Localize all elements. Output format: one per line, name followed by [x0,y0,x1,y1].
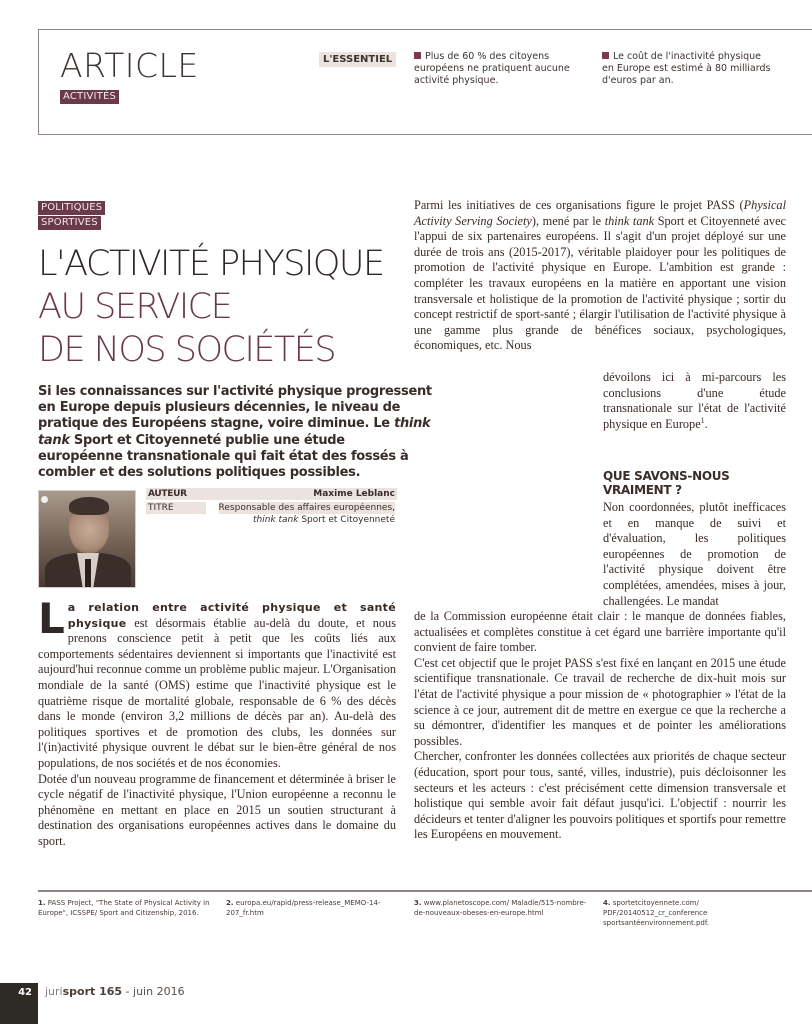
author-title-rest: Sport et Citoyenneté [298,515,395,525]
essentiel-bullet-2 [602,51,772,87]
savons-paragraph-3: Chercher, confronter les données collectées aux priorités de chaque secteur (éducation, sport pour tous, santé, villes, industrie), puis décloisonner les secteurs et les acteurs : c'est précisément cette dimension transversale et holistique qui semble avoir fait défaut jusqu'ici. L'objectif : nourrir les décideurs et tenter d'aligner les pouvoirs politiques et sportifs pour remettre les Européens en mouvement. [414,749,786,842]
footnote-divider [38,890,812,892]
intro-italic-think-tank: think tank [604,213,655,228]
author-title-italic: think tank [253,515,299,525]
author-title-row [146,502,397,526]
section-tag-activites: ACTIVITÉS [60,90,119,104]
body-text-1: est désormais établie au-delà du doute, et nous prenons conscience petit à petit que les coûts liés aux comportements sédentaires deviennent si importants que l'inactivité est aujourd'hui reconnue comme un problème public majeur. L'Organisation mondiale de la santé (OMS) estime que l'inactivité physique est le quatrième risque de mortalité globale, responsable de 6 % des décès dans le monde (environ 3,2 millions de décès par an). Au-delà des politiques sportives et de promotion des clubs, les données sur l'(in)activité physique ouvrent le débat sur le bien-être général de nos populations, de nos sociétés et de nos économies. [38,615,396,770]
footnote-number: 4. [603,899,611,907]
intro-italic-pass: Physical Activity Serving Society [414,198,786,228]
body-paragraph-1 [38,594,396,772]
author-title-label: TITRE [146,502,206,514]
photo-marker-dot [41,496,48,503]
savons-paragraph-2: C'est cet objectif que le projet PASS s'est fixé en lançant en 2015 une étude scientifique transnationale. Ce travail de recherche de dix-huit mois sur l'état de l'activité physique a pour mission de « photographier » l'état de la science à ce jour, autrement dit de mettre en exergue ce que la recherche a su démontrer, d'identifier les manques et de pointer les améliorations possibles. [414,655,786,748]
bullet-text: Le coût de l'inactivité physique en Europe est estimé à 80 milliards d'euros par an. [602,51,771,86]
author-title-value [217,502,397,526]
footnote-link[interactable]: sportetcitoyennete.com/ PDF/20140512_cr_conference sportsantéenvironnement.pdf. [603,899,710,927]
category-tag-sportives: SPORTIVES [38,216,101,230]
publication-info [45,985,185,998]
lead-text-1: Si les connaissances sur l'activité physique progressent en Europe depuis plusieurs décennies, le niveau de pratique des Européens stagne, voire diminue. Le [38,384,432,432]
square-bullet-icon [414,52,421,59]
savons-paragraphs [414,609,786,843]
photo-hair [69,497,109,515]
footnote-2 [226,898,406,918]
savons-paragraph-start: Non coordonnées, plutôt inefficaces et en manque de suivi et d'évaluation, les politiques européennes de promotion de l'activité physique doivent être complétées, amendées, mises à jour, challengées. Le mandat [603,500,786,608]
category-tags [38,201,105,231]
intro-text-b: ), mené par le [531,213,605,228]
bullet-text: Plus de 60 % des citoyens européens ne pratiquent aucune activité physique. [414,51,570,86]
footnote-number: 2. [226,899,234,907]
author-info [146,488,397,526]
intro-text-cont: dévoilons ici à mi-parcours les conclusions d'une étude transnationale sur l'état de l'activité physique en Europe [603,370,786,431]
footnote-number: 3. [414,899,422,907]
footnote-number: 1. [38,899,46,907]
lead-text-2: Sport et Citoyenneté publie une étude européenne transnationale qui fait état des fossés à combler et des solutions politiques possibles. [38,432,409,481]
intro-paragraph [414,198,786,354]
brand-name: sport 165 [62,985,123,998]
lead-italic: think tank [38,416,431,448]
drop-cap: L [38,594,65,643]
author-row [146,488,397,500]
article-header-box [38,29,812,135]
lead-bold-text: a relation entre activité physique et santé physique [67,601,396,630]
footnote-text: PASS Project, "The State of Physical Activity in Europe", ICSSPE/ Sport and Citizenship, 2016. [38,899,210,917]
intro-text-c: Sport et Citoyenneté avec l'appui de six partenaires européens. Il s'agit d'un projet déployé sur une durée de trois ans (2015-2017), véritable plaidoyer pour les politiques de promotion de l'activité physique en Europe. L'ambition est grande : compléter les travaux européens en la matière en apportant une vision transversale et holistique de la promotion de l'activité physique ; sortir du concept restrictif de sport-santé ; élargir l'utilisation de l'activité physique à une gamme plus grande de bénéfices sociaux, psychologiques, économiques, etc. Nous [414,213,786,353]
footnote-link[interactable]: europa.eu/rapid/press-release_MEMO-14-207_fr.htm [226,899,381,917]
footnote-ref-1[interactable]: 1 [700,415,705,425]
article-title [38,243,418,372]
article-lead [38,384,433,481]
author-label: AUTEUR [148,489,187,499]
footnote-1 [38,898,218,918]
author-title-line-2 [253,515,395,525]
author-name: Maxime Leblanc [313,489,395,499]
title-line-3: DE NOS SOCIÉTÉS [38,330,336,370]
photo-tie [85,559,91,588]
category-tag-politiques: POLITIQUES [38,201,105,215]
title-line-1: L'ACTIVITÉ PHYSIQUE [38,244,384,284]
footnote-4 [603,898,783,928]
section-title: ARTICLE [60,46,199,85]
intro-paragraph-continued: dévoilons ici à mi-parcours les conclusions d'une étude transnationale sur l'état de l'activité physique en Europe$^1$. [603,370,786,431]
subheading-que-savons-nous: QUE SAVONS-NOUS VRAIMENT ? [603,469,730,497]
savons-paragraph-end: de la Commission européenne était clair : le manque de données fiables, actualisées et complètes constitue à cet égard une barrière importante qu'il convient de faire tomber. [414,609,786,655]
body-paragraph-2: Dotée d'un nouveau programme de financement et déterminée à briser le cycle négatif de l'inactivité physique, l'Union européenne a reconnu le phénomène en mettant en place en 2015 un soutien structurant à destination des organisations européennes actives dans le domaine du sport. [38,771,396,848]
title-line-2: AU SERVICE [38,287,232,327]
footnote-3 [414,898,594,918]
footnote-link[interactable]: www.planetoscope.com/ Maladie/515-nombre-de-nouveaux-obeses-en-europe.html [414,899,587,917]
author-title-line-1: Responsable des affaires européennes, [218,503,395,513]
intro-text-a: Parmi les initiatives de ces organisations figure le projet PASS ( [414,198,744,212]
essentiel-label: L'ESSENTIEL [319,52,396,67]
author-photo [38,490,136,588]
main-body-left [38,594,396,850]
brand-prefix: juri [45,985,63,998]
essentiel-bullet-1 [414,51,584,87]
square-bullet-icon [602,52,609,59]
page-number: 42 [0,983,38,1024]
issue-date: - juin 2016 [122,985,185,998]
